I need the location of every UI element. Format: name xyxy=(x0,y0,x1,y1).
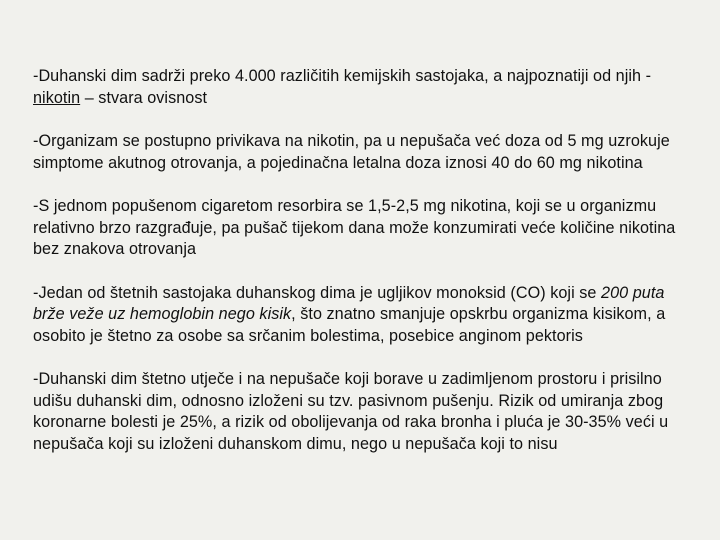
nikotin-underlined-term: nikotin xyxy=(33,88,81,107)
paragraph-nicotine-tolerance xyxy=(33,131,693,174)
paragraph-text: -Jedan od štetnih sastojaka duhanskog dima je ugljikov monoksid (CO) koji se xyxy=(33,283,602,302)
paragraph-passive-smoking xyxy=(33,369,693,455)
paragraph-nicotine-absorption xyxy=(33,196,693,261)
slide-body xyxy=(33,66,693,477)
paragraph-text: -Duhanski dim sadrži preko 4.000 različitih kemijskih sastojaka, a najpoznatiji od njih - xyxy=(33,67,652,85)
paragraph-carbon-monoxide xyxy=(33,283,693,348)
hemoglobin-italic-phrase: 200 puta brže veže uz hemoglobin nego kisik xyxy=(33,283,665,323)
paragraph-nicotine-intro xyxy=(33,66,693,109)
paragraph-text: -Duhanski dim štetno utječe i na nepušače koji borave u zadimljenom prostoru i prisilno udišu duhanski dim, odnosno izloženi su tzv. pasivnom pušenju. Rizik od umiranja zbog koronarne bolesti je 25%, a rizik od obolijevanja od raka bronha i pluća je 30-35% veći u nepušača koji su izloženi duhanskom dimu, nego u nepušača koji to nisu xyxy=(33,370,669,453)
paragraph-text: – stvara ovisnost xyxy=(80,88,208,107)
paragraph-text: -Organizam se postupno privikava na nikotin, pa u nepušača već doza od 5 mg uzrokuje simptome akutnog otrovanja, a pojedinačna letalna doza iznosi 40 do 60 mg nikotina xyxy=(33,132,670,172)
paragraph-text: -S jednom popušenom cigaretom resorbira se 1,5-2,5 mg nikotina, koji se u organizmu relativno brzo razgrađuje, pa pušač tijekom dana može konzumirati veće količine nikotina bez znakova otrovanja xyxy=(33,197,676,258)
paragraph-text: , što znatno smanjuje opskrbu organizma kisikom, a osobito je štetno za osobe sa srčanim bolestima, posebice anginom pektoris xyxy=(33,305,666,345)
